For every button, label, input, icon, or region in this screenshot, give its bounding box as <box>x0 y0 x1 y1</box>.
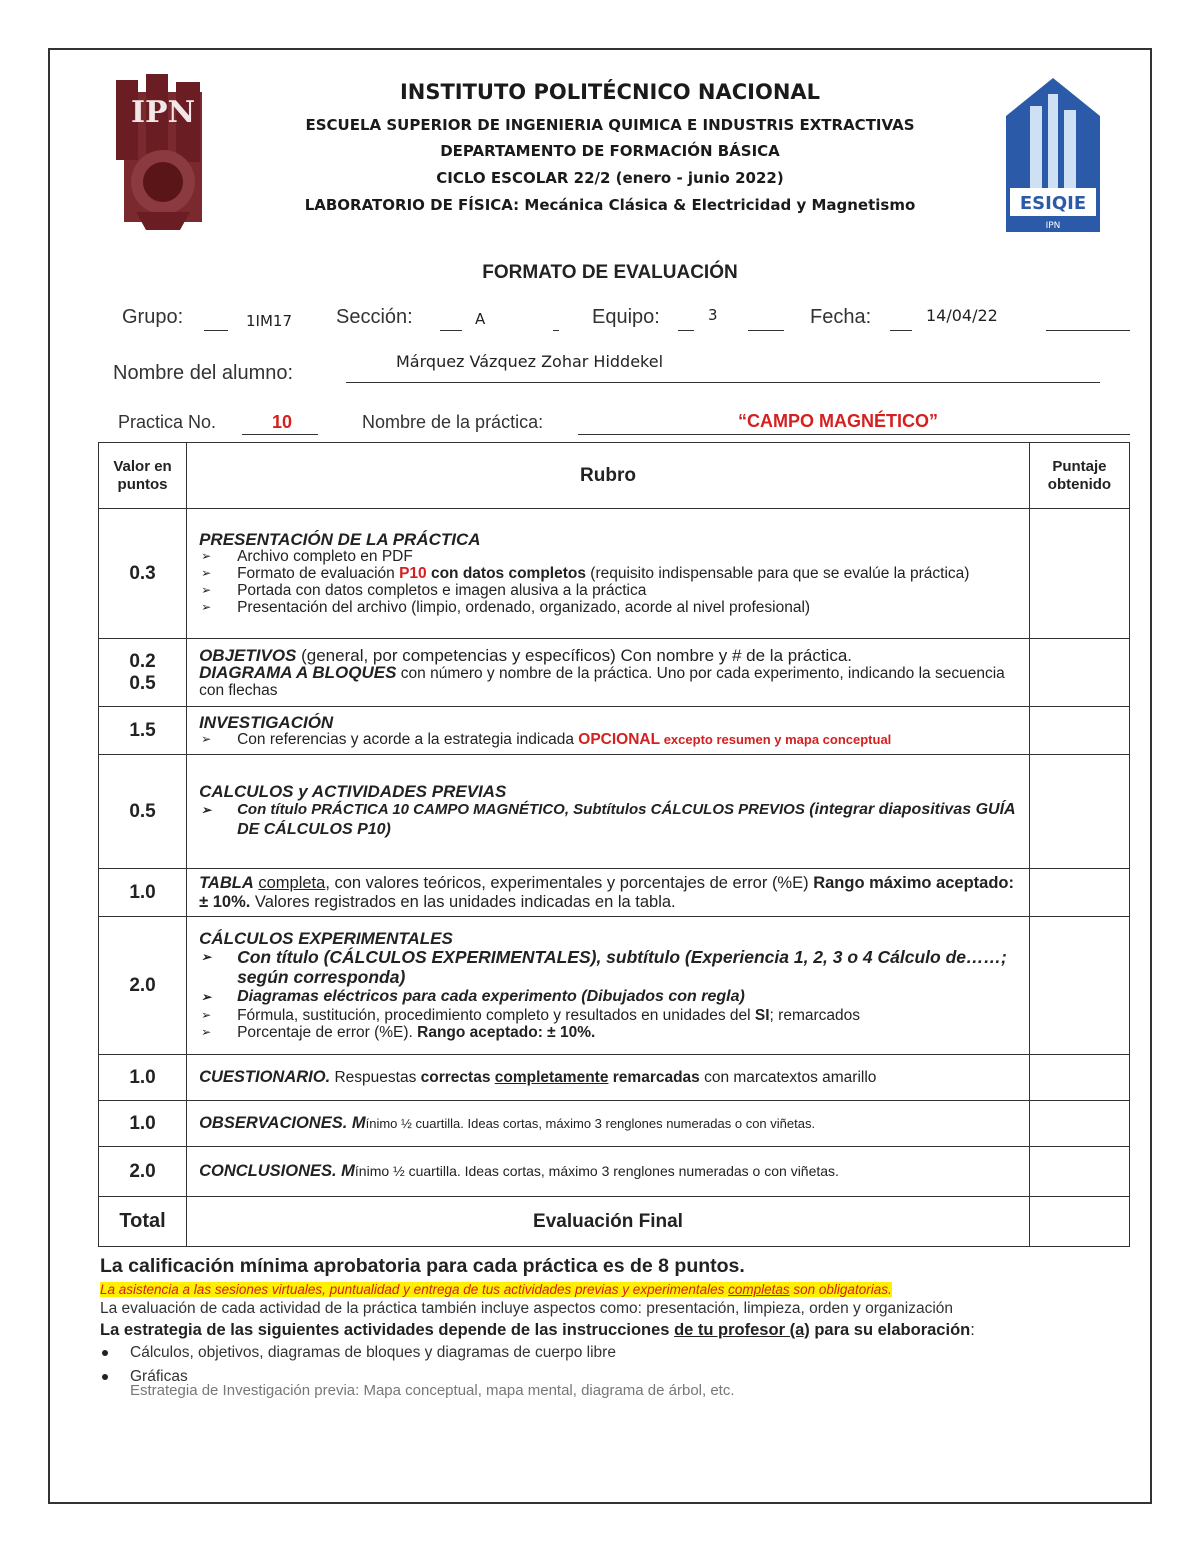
bullet-text: Con título (CÁLCULOS EXPERIMENTALES), subtítulo (Experiencia 1, 2, 3 o 4 Cálculo de……; según corresponda) <box>237 947 1007 987</box>
row-observaciones <box>99 1101 1130 1147</box>
strategy-text: La estrategia de las siguientes actividades depende de las instrucciones <box>100 1321 675 1339</box>
objetivos-title: OBJETIVOS <box>199 645 297 665</box>
equipo-underline-end <box>748 330 784 331</box>
nombre-value[interactable]: Márquez Vázquez Zohar Hiddekel <box>396 352 664 371</box>
bullet-text: (integrar diapositivas GUÍA DE CÁLCULOS P10) <box>237 801 1015 838</box>
presentacion-title: PRESENTACIÓN DE LA PRÁCTICA <box>199 530 481 549</box>
rubric-presentacion <box>187 509 1030 639</box>
points-objetivos-2: 0.5 <box>129 672 156 694</box>
header-value-text: Valor en puntos <box>113 457 172 493</box>
practica-underline <box>242 434 318 435</box>
row-investigacion <box>99 707 1130 755</box>
minimum-grade-note: La calificación mínima aprobatoria para cada práctica es de 8 puntos. <box>100 1255 745 1277</box>
bullet-text: Archivo completo en PDF <box>237 548 413 565</box>
attendance-text: La asistencia a las sesiones virtuales, puntualidad y entrega de tus actividades previas y experimentales <box>100 1282 729 1297</box>
seccion-underline <box>440 330 462 331</box>
bullet-text: Cálculos, objetivos, diagramas de bloques y diagramas de cuerpo libre <box>130 1344 616 1361</box>
score-objetivos[interactable] <box>1029 639 1129 707</box>
objetivos-line <box>199 647 1019 664</box>
bullet-text: Gráficas <box>130 1368 188 1385</box>
strategy-text-2: para su elaboración <box>809 1321 971 1339</box>
school-cycle: CICLO ESCOLAR 22/2 (enero - junio 2022) <box>436 169 784 187</box>
bullet-text: (requisito indispensable para que se evalúe la práctica) <box>586 565 970 582</box>
grupo-underline <box>204 330 228 331</box>
row-conclusiones <box>99 1147 1130 1197</box>
form-title: FORMATO DE EVALUACIÓN <box>482 262 738 283</box>
calculos-exp-title: CÁLCULOS EXPERIMENTALES <box>199 929 453 948</box>
rubric-calculos-previos <box>187 755 1030 869</box>
department-name: DEPARTAMENTO DE FORMACIÓN BÁSICA <box>440 142 780 160</box>
tabla-text: , con valores teóricos, experimentales y porcentajes de error (%E) <box>325 873 814 892</box>
investigacion-list <box>199 731 1019 748</box>
row-presentacion <box>99 509 1130 639</box>
fecha-underline <box>890 330 912 331</box>
equipo-value[interactable]: 3 <box>708 306 718 324</box>
attendance-text-2: son obligatorias. <box>789 1282 892 1297</box>
points-investigacion: 1.5 <box>99 707 187 755</box>
conclusiones-text: ínimo ½ cuartilla. Ideas cortas, máximo 3 renglones numeradas o con viñetas. <box>354 1163 839 1179</box>
attendance-underline: completas <box>728 1282 790 1297</box>
row-objetivos <box>99 639 1130 707</box>
header-score <box>1029 443 1129 509</box>
lab-prefix: LABORATORIO DE FÍSICA: <box>304 196 520 214</box>
bullet-text: Formato de evaluación <box>237 565 400 582</box>
bullet-text: Fórmula, sustitución, procedimiento completo y resultados en unidades del <box>237 1007 755 1024</box>
investigacion-title: INVESTIGACIÓN <box>199 712 334 732</box>
score-total[interactable] <box>1029 1197 1129 1247</box>
strategy-underline: de tu profesor (a) <box>674 1321 810 1339</box>
nombre-label: Nombre del alumno: <box>113 362 294 384</box>
row-total <box>99 1197 1130 1247</box>
bullet-text: Con referencias y acorde a la estrategia indicada <box>237 730 579 748</box>
points-presentacion: 0.3 <box>99 509 187 639</box>
nombre-practica-value[interactable]: “CAMPO MAGNÉTICO” <box>738 411 938 431</box>
rubric-objetivos <box>187 639 1030 707</box>
nombre-underline <box>346 382 1100 383</box>
fecha-value[interactable]: 14/04/22 <box>926 306 998 325</box>
bullet-text: Presentación del archivo (limpio, ordenado, organizado, acorde al nivel profesional) <box>237 599 811 616</box>
p10-highlight: P10 <box>399 565 427 582</box>
attendance-note <box>100 1282 892 1297</box>
score-conclusiones[interactable] <box>1029 1147 1129 1197</box>
list-item <box>199 548 1019 565</box>
cuestionario-bold-2: remarcadas <box>608 1069 700 1086</box>
rubric-tabla <box>187 869 1030 917</box>
equipo-underline <box>678 330 694 331</box>
practica-label: Practica No. <box>118 412 217 432</box>
row-calculos-previos <box>99 755 1130 869</box>
conclusiones-title: CONCLUSIONES. M <box>199 1162 355 1180</box>
svg-text:IPN: IPN <box>130 95 196 130</box>
points-objetivos <box>99 639 187 707</box>
list-item <box>199 731 1019 748</box>
points-calculos-previos: 0.5 <box>99 755 187 869</box>
rubric-conclusiones <box>187 1147 1030 1197</box>
list-item <box>199 1024 1019 1041</box>
observaciones-text: ínimo ½ cuartilla. Ideas cortas, máximo 3 renglones numeradas o con viñetas. <box>365 1116 816 1131</box>
score-cuestionario[interactable] <box>1029 1055 1129 1101</box>
rubric-investigacion <box>187 707 1030 755</box>
rubric-cuestionario <box>187 1055 1030 1101</box>
score-investigacion[interactable] <box>1029 707 1129 755</box>
header-value-points <box>99 443 187 509</box>
points-observaciones: 1.0 <box>99 1101 187 1147</box>
score-calculos-previos[interactable] <box>1029 755 1129 869</box>
score-presentacion[interactable] <box>1029 509 1129 639</box>
rubric-calculos-exp <box>187 917 1030 1055</box>
bullet-dot <box>102 1374 108 1380</box>
score-calculos-exp[interactable] <box>1029 917 1129 1055</box>
score-observaciones[interactable] <box>1029 1101 1129 1147</box>
strategy-note <box>100 1321 975 1340</box>
cuestionario-underline: completamente <box>494 1069 609 1086</box>
calculos-previos-title: CALCULOS y ACTIVIDADES PREVIAS <box>199 782 507 801</box>
cuestionario-text-2: con marcatextos amarillo <box>699 1069 877 1086</box>
cuestionario-bold: correctas <box>420 1069 495 1086</box>
calculos-exp-list <box>199 947 1019 1041</box>
opcional-label: OPCIONAL <box>578 730 661 748</box>
observaciones-title: OBSERVACIONES. M <box>199 1114 366 1132</box>
svg-text:IPN: IPN <box>1045 221 1061 231</box>
cuestionario-text: Respuestas <box>330 1069 421 1086</box>
tabla-text-2: Valores registrados en las unidades indicadas en la tabla. <box>250 892 676 911</box>
list-item <box>199 582 1019 599</box>
list-item <box>199 987 1019 1007</box>
table-header-row <box>99 443 1130 509</box>
cut-off-list-item <box>100 1382 1080 1400</box>
points-conclusiones: 2.0 <box>99 1147 187 1197</box>
bullet-bold: Rango aceptado: ± 10%. <box>417 1024 596 1041</box>
bullet-text: Estrategia de Investigación previa: Mapa conceptual, mapa mental, diagrama de árbol, etc. <box>130 1382 735 1399</box>
tabla-bold: Rango máximo aceptado: ± 10%. <box>199 873 1014 911</box>
diagrama-title: DIAGRAMA A BLOQUES <box>199 662 397 682</box>
lab-suffix: Mecánica Clásica & Electricidad y Magnetismo <box>519 196 916 214</box>
fecha-underline-end <box>1046 330 1130 331</box>
strategy-colon: : <box>970 1321 975 1339</box>
score-tabla[interactable] <box>1029 869 1129 917</box>
rubric-observaciones <box>187 1101 1030 1147</box>
tabla-underline: completa <box>258 873 326 892</box>
school-name: ESCUELA SUPERIOR DE INGENIERIA QUIMICA E INDUSTRIS EXTRACTIVAS <box>305 116 915 134</box>
final-evaluation-label: Evaluación Final <box>187 1197 1030 1247</box>
bullet-text: Con título PRÁCTICA 10 CAMPO MAGNÉTICO, Subtítulos CÁLCULOS PREVIOS <box>237 801 805 818</box>
seccion-underline-end <box>553 330 559 331</box>
bullet-text: Diagramas eléctricos para cada experimento (Dibujados con regla) <box>237 988 745 1005</box>
calculos-previos-list <box>199 800 1019 840</box>
bullet-text: ; remarcados <box>769 1007 860 1024</box>
row-calculos-exp <box>99 917 1130 1055</box>
bullet-bold: con datos completos <box>426 565 586 582</box>
bullet-bold: SI <box>754 1007 770 1024</box>
equipo-label: Equipo: <box>592 306 660 328</box>
nombre-practica-label: Nombre de la práctica: <box>362 412 544 432</box>
list-item <box>199 947 1019 987</box>
seccion-value[interactable]: A <box>475 310 486 328</box>
tabla-title: TABLA <box>199 873 254 892</box>
list-item <box>199 565 1019 582</box>
header-score-text: Puntaje obtenido <box>1047 457 1112 493</box>
grupo-value[interactable]: 1IM17 <box>246 312 292 330</box>
objetivos-text: (general, por competencias y específicos) Con nombre y # de la práctica. <box>296 645 852 665</box>
cuestionario-title: CUESTIONARIO. <box>199 1068 331 1086</box>
list-item <box>100 1344 616 1362</box>
practica-value[interactable]: 10 <box>272 412 293 432</box>
fecha-label: Fecha: <box>810 306 872 328</box>
bullet-text: Porcentaje de error (%E). <box>237 1024 418 1041</box>
list-item <box>199 1007 1019 1024</box>
nombre-practica-underline <box>578 434 1130 435</box>
points-objetivos-1: 0.2 <box>129 650 156 672</box>
lab-name <box>240 196 980 214</box>
evaluation-aspects-note: La evaluación de cada actividad de la práctica también incluye aspectos como: presentación, limpieza, orden y organización <box>100 1300 953 1317</box>
grupo-label: Grupo: <box>122 306 184 328</box>
points-tabla: 1.0 <box>99 869 187 917</box>
bullet-text: Portada con datos completos e imagen alusiva a la práctica <box>237 582 647 599</box>
svg-text:ESIQIE: ESIQIE <box>1019 193 1087 214</box>
ipn-logo <box>106 72 220 234</box>
bullet-dot <box>102 1350 108 1356</box>
list-item <box>199 800 1019 840</box>
points-calculos-exp: 2.0 <box>99 917 187 1055</box>
total-label: Total <box>99 1197 187 1247</box>
diagrama-line <box>199 664 1019 699</box>
opcional-note: excepto resumen y mapa conceptual <box>660 731 892 747</box>
institute-title: INSTITUTO POLITÉCNICO NACIONAL <box>399 80 821 104</box>
row-tabla <box>99 869 1130 917</box>
esiqie-logo <box>1000 76 1106 234</box>
diagrama-text: con número y nombre de la práctica. Uno por cada experimento, indicando la secuencia con flechas <box>199 664 1005 699</box>
seccion-label: Sección: <box>336 306 413 328</box>
row-cuestionario <box>99 1055 1130 1101</box>
points-cuestionario: 1.0 <box>99 1055 187 1101</box>
rubric-table <box>98 442 1130 1247</box>
presentacion-list <box>199 548 1019 616</box>
header-rubric: Rubro <box>187 443 1030 509</box>
list-item <box>199 599 1019 616</box>
